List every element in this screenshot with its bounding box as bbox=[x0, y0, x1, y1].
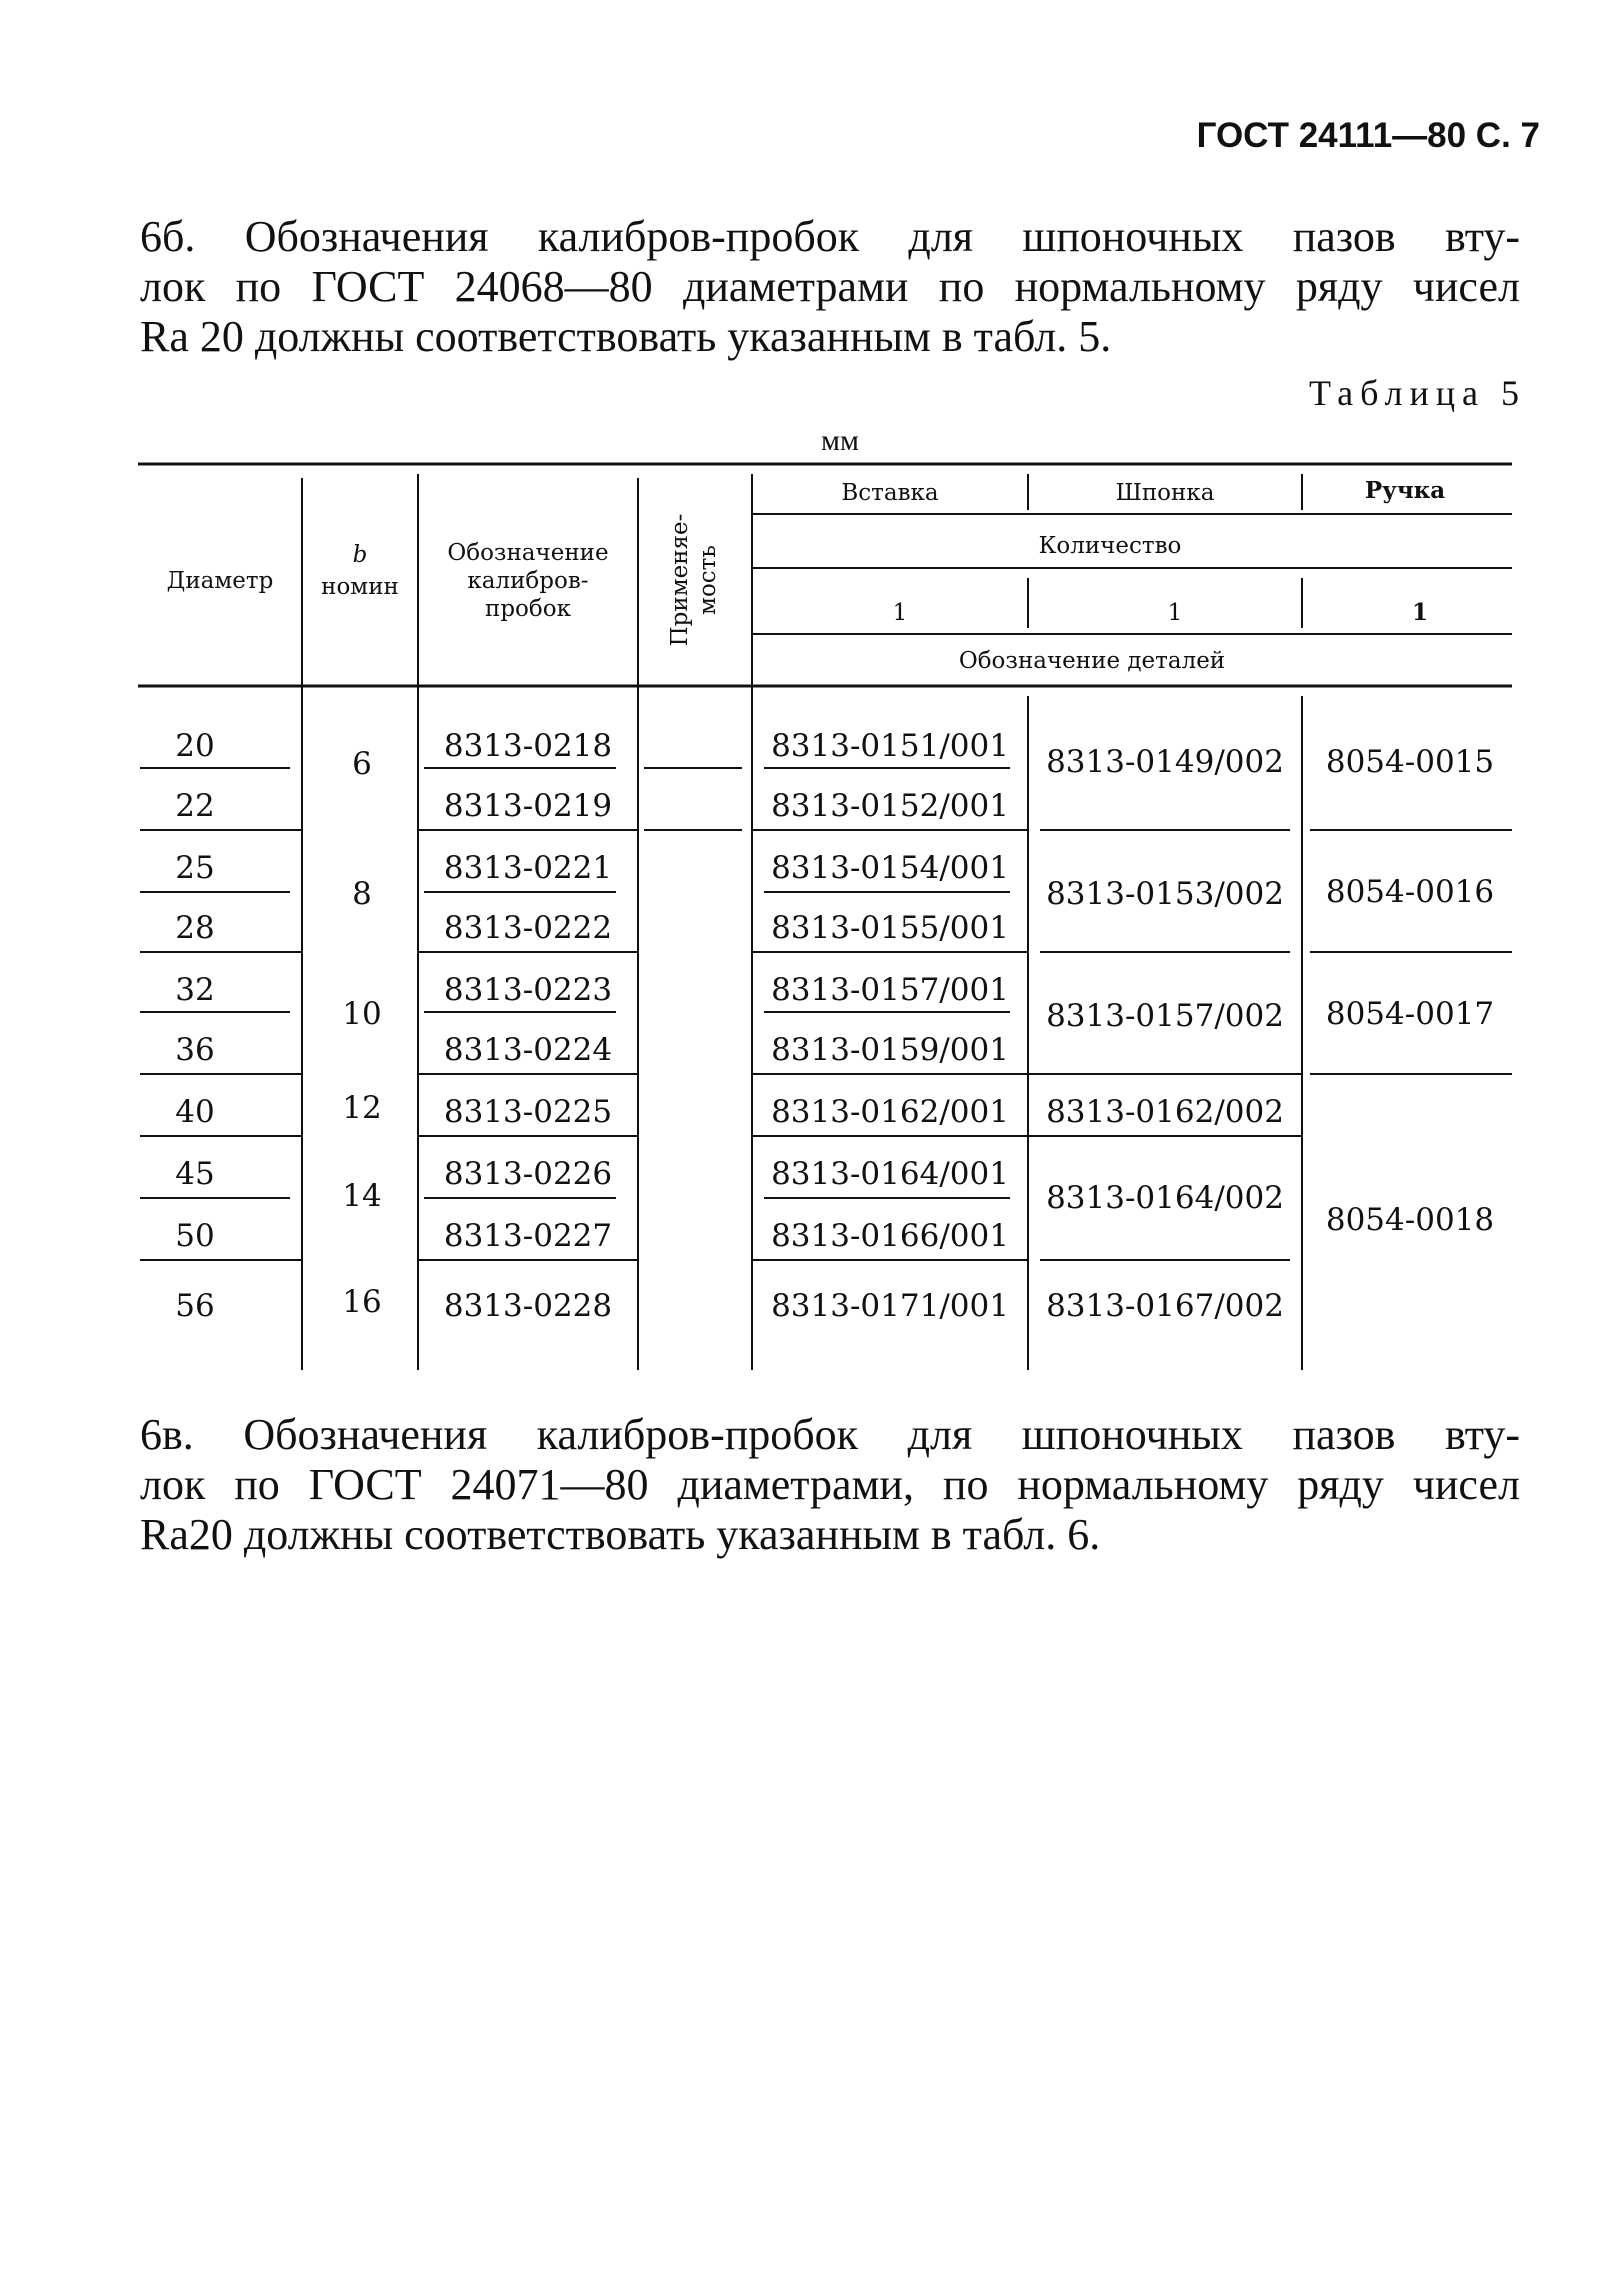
cell-b-nominal: 8 bbox=[352, 876, 372, 912]
header-b-symbol: b bbox=[352, 542, 368, 568]
paragraph-line: лок по ГОСТ 24068—80 диаметрами по нормальному ряду чисел bbox=[140, 262, 1520, 311]
cell-diameter: 50 bbox=[175, 1218, 215, 1254]
cell-key: 8313-0164/002 bbox=[1046, 1180, 1284, 1216]
cell-insert: 8313-0162/001 bbox=[771, 1094, 1009, 1130]
cell-handle: 8054-0016 bbox=[1325, 874, 1495, 910]
page-header: ГОСТ 24111—80 С. 7 bbox=[1196, 116, 1540, 155]
cell-insert: 8313-0171/001 bbox=[771, 1288, 1009, 1324]
cell-handle: 8054-0018 bbox=[1325, 1202, 1495, 1238]
cell-insert: 8313-0155/001 bbox=[771, 910, 1009, 946]
cell-insert: 8313-0151/001 bbox=[771, 728, 1009, 764]
header-plug-line: Обозначение bbox=[447, 540, 609, 566]
cell-b-nominal: 12 bbox=[342, 1090, 382, 1126]
cell-diameter: 32 bbox=[175, 972, 215, 1008]
header-qty-handle: 1 bbox=[1411, 599, 1429, 626]
cell-plug: 8313-0222 bbox=[443, 910, 613, 946]
header-insert: Вставка bbox=[841, 480, 939, 506]
cell-key: 8313-0157/002 bbox=[1046, 998, 1284, 1034]
cell-diameter: 25 bbox=[175, 850, 215, 886]
cell-insert: 8313-0159/001 bbox=[771, 1032, 1009, 1068]
cell-insert: 8313-0157/001 bbox=[771, 972, 1009, 1008]
paragraph-line: 6в. Обозначения калибров-пробок для шпоночных пазов вту- bbox=[140, 1410, 1520, 1459]
header-applicability-line: Применяе- bbox=[667, 513, 693, 647]
header-diameter: Диаметр bbox=[166, 568, 274, 594]
cell-handle: 8054-0015 bbox=[1325, 744, 1495, 780]
header-plug-line: калибров- bbox=[467, 568, 589, 594]
cell-insert: 8313-0166/001 bbox=[771, 1218, 1009, 1254]
table-units: мм bbox=[821, 424, 859, 457]
cell-plug: 8313-0221 bbox=[443, 850, 613, 886]
cell-key: 8313-0149/002 bbox=[1046, 744, 1284, 780]
cell-handle: 8054-0017 bbox=[1325, 996, 1495, 1032]
cell-plug: 8313-0219 bbox=[443, 788, 613, 824]
table-caption: Таблица 5 bbox=[1309, 373, 1526, 413]
header-applicability-line: мость bbox=[695, 545, 721, 615]
cell-diameter: 45 bbox=[175, 1156, 215, 1192]
header-handle: Ручка bbox=[1364, 477, 1446, 504]
cell-diameter: 28 bbox=[175, 910, 215, 946]
paragraph-line: Ra20 должны соответствовать указанным в табл. 6. bbox=[140, 1510, 1101, 1559]
cell-b-nominal: 6 bbox=[352, 746, 372, 782]
cell-diameter: 20 bbox=[175, 728, 215, 764]
paragraph-6v bbox=[140, 1410, 1520, 1560]
paragraph-line: 6б. Обозначения калибров-пробок для шпоночных пазов вту- bbox=[140, 212, 1520, 261]
cell-plug: 8313-0218 bbox=[443, 728, 613, 764]
header-qty-key: 1 bbox=[1167, 600, 1183, 626]
cell-plug: 8313-0224 bbox=[443, 1032, 613, 1068]
header-quantity: Количество bbox=[1038, 533, 1182, 559]
cell-key: 8313-0162/002 bbox=[1046, 1094, 1284, 1130]
cell-b-nominal: 10 bbox=[342, 996, 382, 1032]
cell-b-nominal: 14 bbox=[342, 1178, 382, 1214]
cell-insert: 8313-0154/001 bbox=[771, 850, 1009, 886]
cell-insert: 8313-0164/001 bbox=[771, 1156, 1009, 1192]
cell-diameter: 40 bbox=[175, 1094, 215, 1130]
cell-diameter: 36 bbox=[175, 1032, 215, 1068]
cell-plug: 8313-0223 bbox=[443, 972, 613, 1008]
cell-b-nominal: 16 bbox=[342, 1284, 382, 1320]
paragraph-line: Ra 20 должны соответствовать указанным в табл. 5. bbox=[140, 312, 1112, 361]
header-key: Шпонка bbox=[1115, 480, 1215, 506]
header-qty-insert: 1 bbox=[892, 600, 908, 626]
header-b-nomin: номин bbox=[321, 574, 399, 600]
paragraph-line: лок по ГОСТ 24071—80 диаметрами, по нормальному ряду чисел bbox=[140, 1460, 1520, 1509]
cell-diameter: 22 bbox=[175, 788, 215, 824]
cell-plug: 8313-0225 bbox=[443, 1094, 613, 1130]
cell-key: 8313-0153/002 bbox=[1046, 876, 1284, 912]
cell-plug: 8313-0226 bbox=[443, 1156, 613, 1192]
cell-key: 8313-0167/002 bbox=[1046, 1288, 1284, 1324]
header-parts-designation: Обозначение деталей bbox=[958, 648, 1226, 674]
cell-diameter: 56 bbox=[175, 1288, 215, 1324]
cell-plug: 8313-0227 bbox=[443, 1218, 613, 1254]
cell-plug: 8313-0228 bbox=[443, 1288, 613, 1324]
header-plug-line: пробок bbox=[485, 596, 571, 622]
cell-insert: 8313-0152/001 bbox=[771, 788, 1009, 824]
